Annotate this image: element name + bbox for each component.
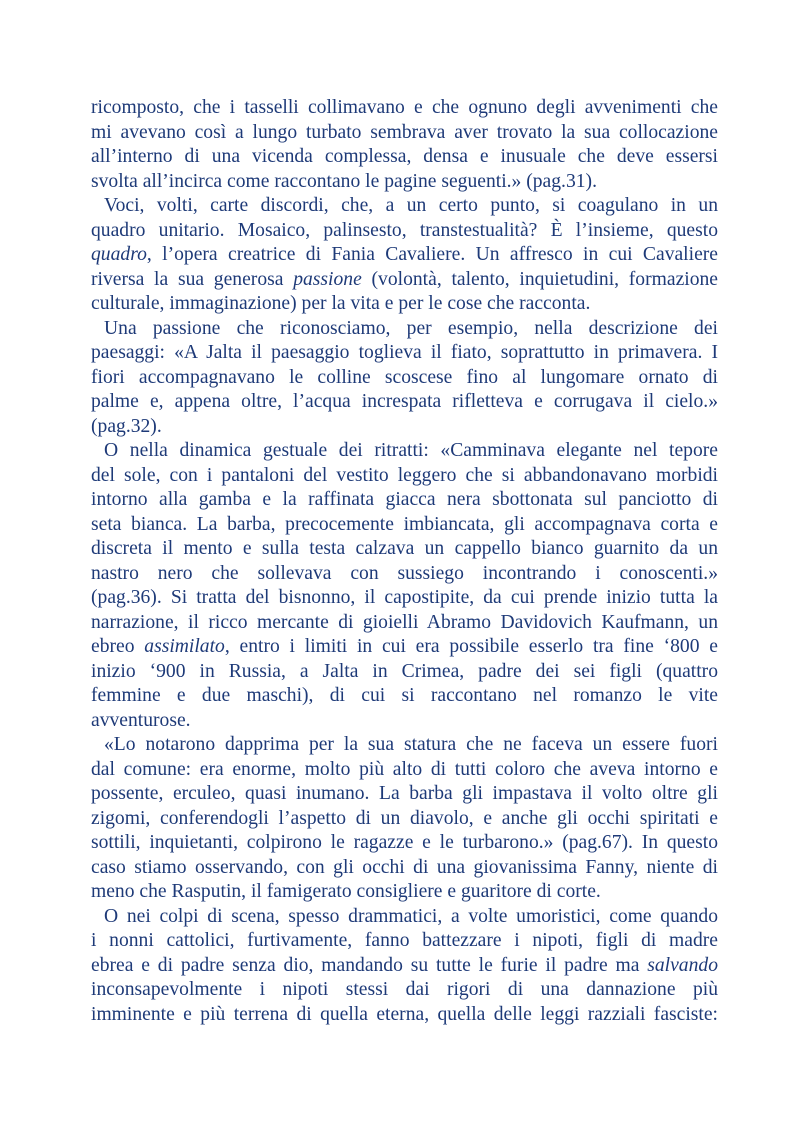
page-body (78, 96, 718, 1027)
text-line (78, 733, 718, 758)
text-line (78, 268, 718, 293)
text-line (78, 145, 718, 170)
text-run: ebrea e di padre senza dio, mandando su tutte le furie il padre ma (91, 954, 648, 976)
text-run: O nei colpi di scena, spesso drammatici, a volte umoristici, come quando (104, 905, 718, 927)
text-run: Una passione che riconosciamo, per esempio, nella descrizione dei (104, 317, 718, 339)
text-line (78, 586, 718, 611)
text-run: «Lo notarono dapprima per la sua statura che ne faceva un essere fuori (104, 734, 718, 755)
text-line (78, 243, 718, 268)
paragraph (78, 96, 718, 194)
text-run: sottili, inquietanti, colpirono le ragazze e le turbarono.» (pag.67). In questo (91, 832, 718, 853)
text-line (78, 121, 718, 146)
text-run: (volontà, talento, inquietudini, formazione (361, 268, 718, 290)
paragraph (78, 733, 718, 905)
text-run: , l’opera creatrice di Fania Cavaliere. Un affresco in cui Cavaliere (146, 244, 718, 265)
text-run: , entro i limiti in cui era possibile esserlo tra fine ‘800 e (224, 636, 718, 657)
paragraph (78, 317, 718, 440)
text-run: ebreo (91, 636, 145, 657)
text-line (78, 439, 718, 464)
text-run: inconsapevolmente i nipoti stessi dai rigori di una dannazione più (91, 979, 718, 1000)
text-run: all’interno di una vicenda complessa, densa e inusuale che deve essersi (91, 146, 718, 167)
text-run: caso stiamo osservando, con gli occhi di una giovanissima Fanny, niente di (91, 856, 718, 878)
text-run: narrazione, il ricco mercante di gioielli Abramo Davidovich Kaufmann, un (91, 611, 718, 633)
text-run: intorno alla gamba e la raffinata giacca nera sbottonata sul panciotto di (91, 489, 718, 510)
text-run: quadro unitario. Mosaico, palinsesto, transtestualità? È l’insieme, questo (91, 219, 718, 241)
text-run: meno che Rasputin, il famigerato consigliere e guaritore di corte. (91, 881, 601, 902)
text-line (78, 464, 718, 489)
text-line (78, 709, 718, 734)
text-run: zigomi, conferendogli l’aspetto di un diavolo, e anche gli occhi spiritati e (91, 807, 718, 829)
text-run: riversa la sua generosa (91, 268, 294, 290)
text-run: Voci, volti, carte discordi, che, a un certo punto, si coagulano in un (104, 195, 718, 216)
text-run: culturale, immaginazione) per la vita e per le cose che racconta. (91, 293, 591, 314)
text-run: del sole, con i pantaloni del vestito leggero che si abbandonavano morbidi (91, 464, 718, 486)
text-line (78, 513, 718, 538)
text-run: imminente e più terrena di quella eterna, quella delle leggi razziali fasciste: (91, 1003, 718, 1025)
text-line (78, 415, 718, 440)
text-line (78, 390, 718, 415)
text-line (78, 219, 718, 244)
text-line (78, 880, 718, 905)
text-run: nastro nero che sollevava con sussiego incontrando i conoscenti.» (91, 562, 718, 584)
text-run: O nella dinamica gestuale dei ritratti: «Camminava elegante nel tepore (104, 440, 718, 461)
text-run: mi avevano così a lungo turbato sembrava aver trovato la sua collocazione (91, 121, 718, 143)
text-line (78, 341, 718, 366)
paragraph (78, 905, 718, 1028)
text-line (78, 929, 718, 954)
text-line (78, 611, 718, 636)
text-run: svolta all’incirca come raccontano le pagine seguenti.» (pag.31). (91, 170, 597, 192)
text-run: femmine e due maschi), di cui si raccontano nel romanzo le vite (91, 685, 718, 706)
text-line (78, 856, 718, 881)
text-line (78, 905, 718, 930)
text-run: seta bianca. La barba, precocemente imbiancata, gli accompagnava corta e (91, 513, 718, 535)
text-line (78, 366, 718, 391)
text-line (78, 317, 718, 342)
text-line (78, 782, 718, 807)
text-run: (pag.32). (91, 415, 162, 437)
text-run: possente, erculeo, quasi inumano. La barba gli impastava il volto oltre gli (91, 783, 718, 804)
paragraph (78, 194, 718, 317)
text-run: avventurose. (91, 709, 191, 731)
text-line (78, 170, 718, 195)
text-run: ricomposto, che i tasselli collimavano e che ognuno degli avvenimenti che (91, 97, 718, 118)
text-line (78, 1003, 718, 1028)
text-line (78, 194, 718, 219)
text-run: i nonni cattolici, furtivamente, fanno battezzare i nipoti, figli di madre (91, 930, 718, 951)
text-line (78, 537, 718, 562)
italic-text: passione (293, 268, 362, 290)
text-line (78, 807, 718, 832)
italic-text: quadro (91, 244, 147, 265)
text-line (78, 831, 718, 856)
text-line (78, 684, 718, 709)
text-run: dal comune: era enorme, molto più alto di tutti coloro che aveva intorno e (91, 758, 718, 780)
text-line (78, 954, 718, 979)
text-run: (pag.36). Si tratta del bisnonno, il capostipite, da cui prende inizio tutta la (91, 587, 718, 608)
text-run: paesaggi: «A Jalta il paesaggio toglieva il fiato, soprattutto in primavera. I (91, 342, 718, 363)
paragraph (78, 439, 718, 733)
text-line (78, 635, 718, 660)
text-run: palme e, appena oltre, l’acqua increspata rifletteva e corrugava il cielo.» (91, 391, 718, 412)
text-run: inizio ‘900 in Russia, a Jalta in Crimea, padre dei sei figli (quattro (91, 660, 718, 682)
text-line (78, 292, 718, 317)
text-line (78, 488, 718, 513)
italic-text: salvando (647, 954, 718, 976)
text-line (78, 96, 718, 121)
italic-text: assimilato (144, 636, 225, 657)
text-run: discreta il mento e sulla testa calzava un cappello bianco guarnito da un (91, 538, 718, 559)
text-line (78, 978, 718, 1003)
text-line (78, 758, 718, 783)
text-line (78, 660, 718, 685)
text-run: fiori accompagnavano le colline scoscese fino al lungomare ornato di (91, 366, 718, 388)
text-line (78, 562, 718, 587)
